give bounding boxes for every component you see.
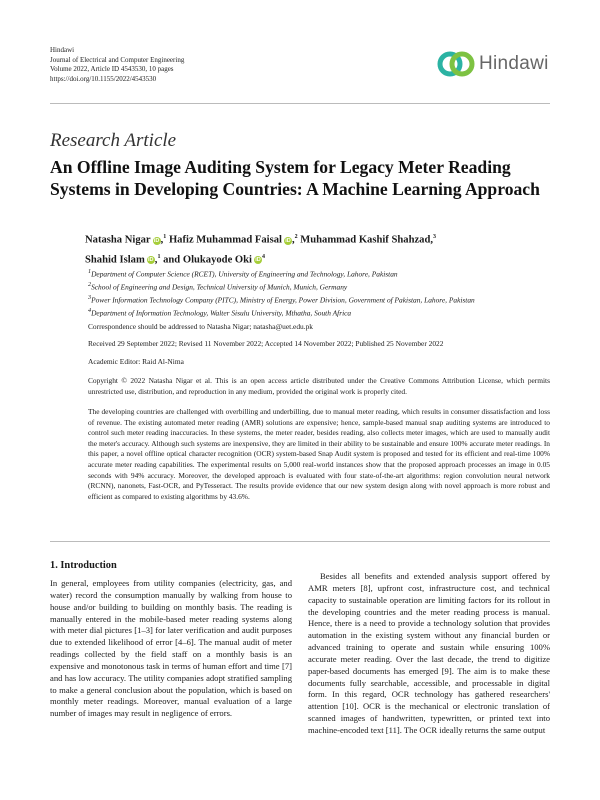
publication-dates: Received 29 September 2022; Revised 11 November 2022; Accepted 14 November 2022; Published 25 November 2022: [88, 339, 444, 348]
author-affiliation-marker: 1: [157, 253, 161, 260]
affiliations: [88, 267, 475, 319]
article-title: An Offline Image Auditing System for Legacy Meter Reading Systems in Developing Countries: A Machine Learning Approach: [50, 157, 540, 199]
author-affiliation-marker: 3: [433, 234, 437, 240]
affiliation-marker: 3: [88, 295, 92, 302]
affiliation-item: [88, 267, 475, 280]
affiliation-text: Department of Information Technology, Walter Sisulu University, Mthatha, South Africa: [91, 308, 352, 318]
orcid-icon[interactable]: iD: [153, 237, 160, 244]
affiliation-marker: 1: [88, 269, 92, 275]
orcid-icon[interactable]: iD: [148, 257, 154, 264]
logo-wordmark: Hindawi: [479, 53, 549, 74]
author-affiliation-marker: 2: [294, 234, 298, 240]
author-affiliation-marker: 4: [262, 253, 266, 260]
article-type: Research Article: [50, 130, 177, 151]
volume-info: Volume 2022, Article ID 4543530, 10 pages: [50, 65, 174, 74]
affiliation-text: Power Information Technology Company (PITC), Ministry of Energy, Power Division, Government of Pakistan, Lahore, Pakistan: [91, 295, 475, 305]
header-divider: [50, 103, 550, 104]
orcid-icon[interactable]: iD: [285, 237, 291, 244]
author-name[interactable]: Hafiz Muhammad Faisal: [168, 234, 282, 246]
journal-name: Journal of Electrical and Computer Engineering: [50, 55, 185, 64]
affiliation-item: [88, 280, 475, 293]
doi-link[interactable]: https://doi.org/10.1155/2022/4543530: [50, 74, 157, 83]
affiliation-marker: 2: [88, 282, 92, 289]
abstract: The developing countries are challenged with overbilling and underbilling, due to manual meter reading, which results in consumer dissatisfaction and loss of revenue. The existing automated meter reading (AMR) solutions are expensive; hence, sample-based manual snap auditing systems are introduced to control such meter reading inaccuracies. In these systems, the meter reader, besides reading, also collects meter images, which are used to manually audit the meter's accuracy. Although such systems are inexpensive, they are limited in their ability to be sustainable and ensure 100% accurate meter readings. In this paper, a novel offline optical character recognition (OCR) system-based Snap Audit system is proposed and tested for its efficient and real-time 100% accurate meter reading capabilities. The experimental results on 5,000 real-world instances show that the proposed approach processes an image in 0.05 seconds with 94% accuracy. Moreover, the developed approach is evaluated with four state-of-the-art algorithms: region convolution neural network (RCNN), nanonets, Fast-OCR, and PyTesseract. The results provide evidence that our new system design along with novel approach is more robust and efficient as compared to existing algorithms by 43.6%.: [88, 407, 550, 501]
affiliation-item: [88, 306, 475, 319]
paragraph: Besides all benefits and extended analysis support offered by AMR meters [8], upfront cost, infrastructure cost, and technical capacity to sustainable operation are limiting factors for its rollout in the developing countries and the meter reading process is manual. Hence, there is a need to provide a technology solution that provides automation in the existing system without any financial burden or advanced training to operate and sustain while ensuring 100% accurate meter reading. Over the last decade, the trend to digitize paper-based documents has emerged [9]. The aim is to make these documents fully searchable, accessible, and processable in digital form. In this regard, OCR technology has gathered researchers' attention [10]. OCR is the mechanical or electronic translation of scanned images of handwritten, typewritten, or printed text into machine-encoded text [11]. The OCR ideally returns the same output: [308, 571, 550, 735]
affiliation-item: [88, 293, 475, 306]
section-heading: 1. Introduction: [50, 560, 117, 571]
body-left-column: [50, 578, 292, 720]
author-name[interactable]: Shahid Islam: [85, 254, 145, 266]
author-name[interactable]: Muhammad Kashif Shahzad: [300, 234, 431, 246]
hindawi-logo-icon: [437, 48, 475, 80]
orcid-icon[interactable]: iD: [255, 257, 261, 264]
correspondence: Correspondence should be addressed to Natasha Nigar; natasha@uet.edu.pk: [88, 322, 313, 331]
affiliation-text: School of Engineering and Design, Technical University of Munich, Munich, Germany: [91, 282, 348, 292]
academic-editor: Academic Editor: Raid Al-Nima: [88, 357, 184, 366]
paragraph: In general, employees from utility companies (electricity, gas, and water) record the consumption manually by walking from house to house and/or building to building on monthly basis. The reading is manually entered in the mobile-based meter reading systems along with meter dial pictures [1–3] for later verification and audit purposes due to extended likelihood of error [4–6]. The manual audit of meter readings collected by the field staff on a monthly basis is an expensive and monotonous task in terms of human effort and time [7] and has low accuracy. The utility companies adopt stratified sampling to make a general conclusion about the population, which is based on monthly meter readings. Moreover, manual evaluation of a large number of images may result in negligence of errors.: [50, 578, 292, 719]
journal-header: [50, 46, 184, 84]
publisher-name: Hindawi: [50, 46, 75, 54]
author-name[interactable]: Natasha Nigar: [85, 234, 151, 246]
copyright-notice: Copyright © 2022 Natasha Nigar et al. This is an open access article distributed under the Creative Commons Attribution License, which permits unrestricted use, distribution, and reproduction in any medium, provided the original work is properly cited.: [88, 376, 550, 396]
author-list: Natasha Nigar iD,$^1$ Hafiz Muhammad Faisal iD,$^2$ Muhammad Kashif Shahzad,$^3$ Shahid Islam iD,$^1$ and Olukayode Oki $iD^4$: [85, 234, 437, 266]
affiliation-marker: 4: [88, 308, 92, 315]
author-name[interactable]: Olukayode Oki: [182, 254, 253, 266]
author-affiliation-marker: 1: [163, 234, 167, 240]
abstract-divider: [50, 541, 550, 542]
affiliation-text: Department of Computer Science (RCET), University of Engineering and Technology, Lahore, Pakistan: [91, 269, 398, 279]
hindawi-logo: [437, 48, 549, 80]
body-right-column: [308, 571, 550, 737]
